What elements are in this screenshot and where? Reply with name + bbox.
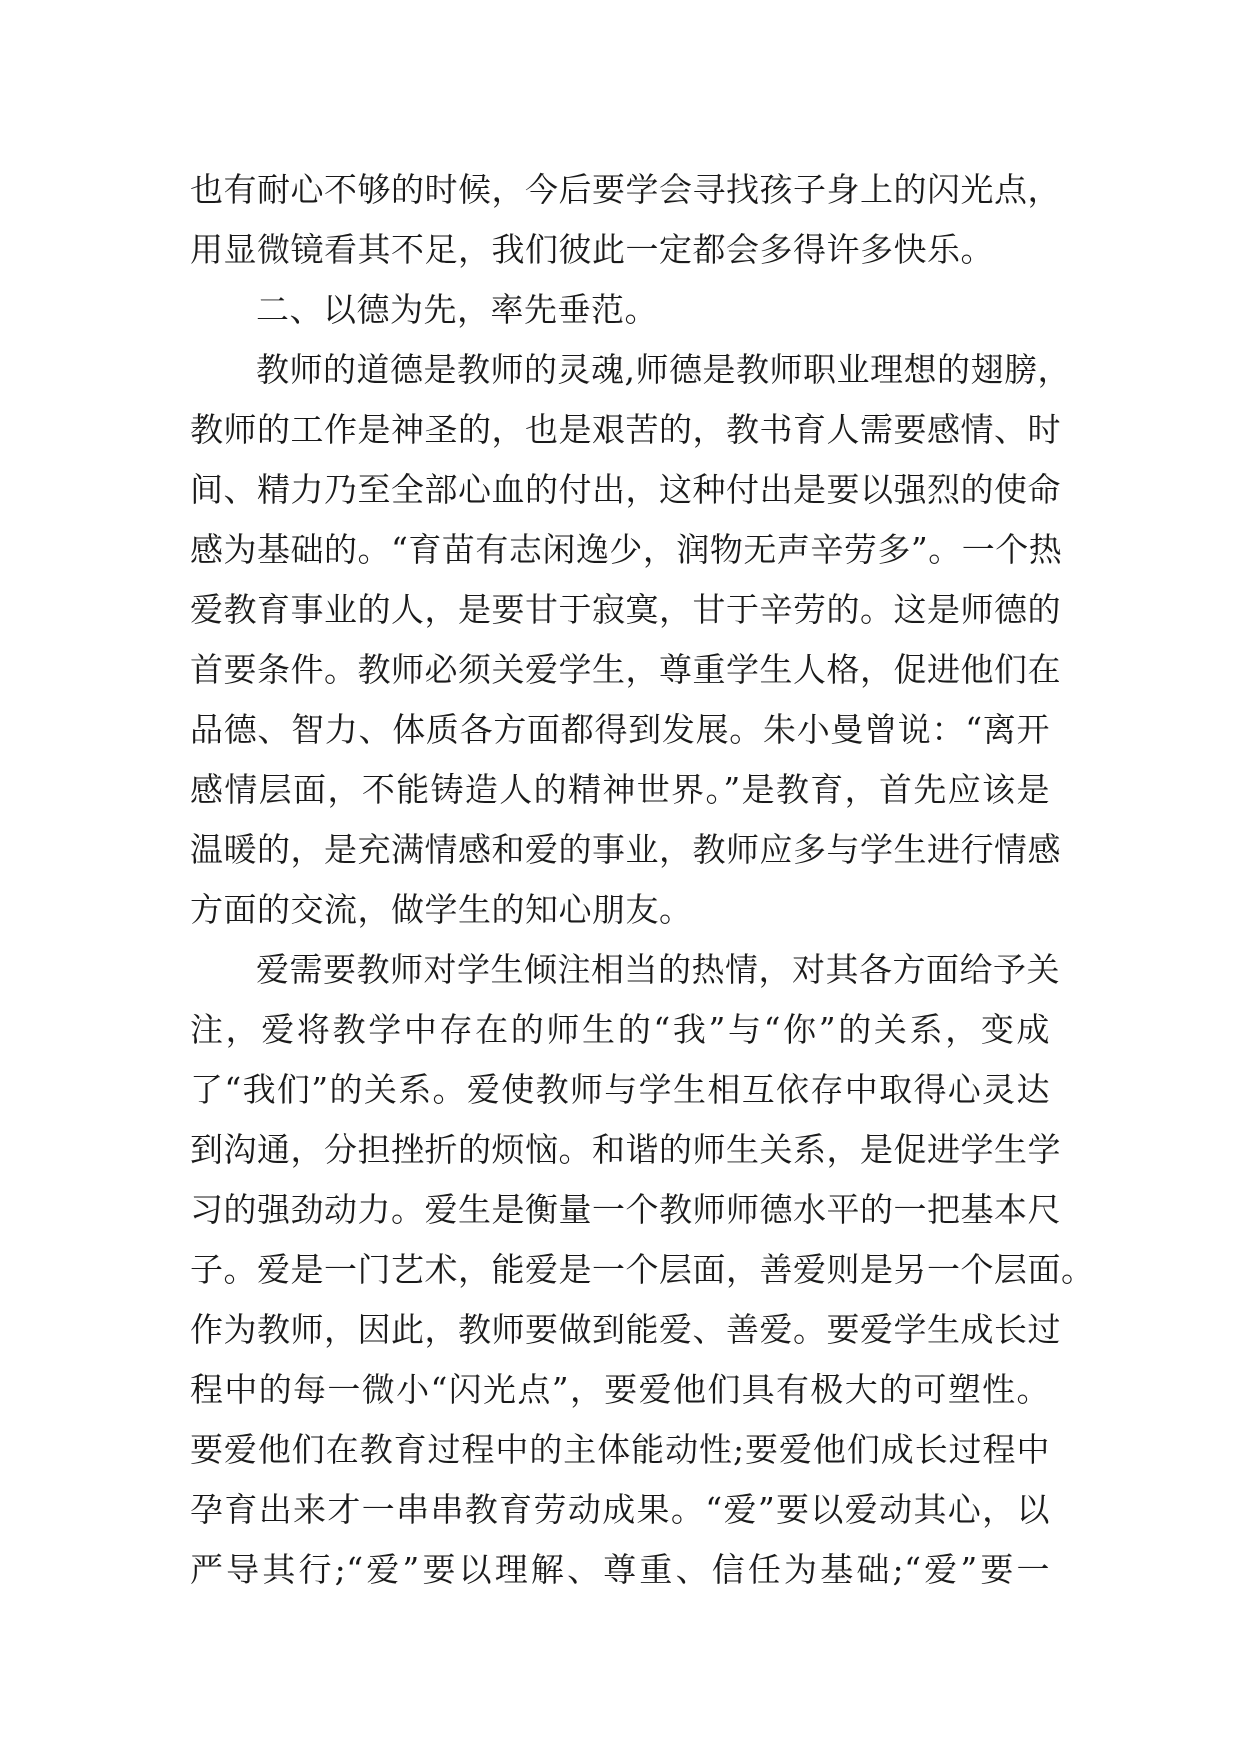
text-line-18: 习的强劲动力。爱生是衡量一个教师师德水平的一把基本尺 — [190, 1190, 1061, 1229]
text-line-16: 了“我们”的关系。爱使教师与学生相互依存中取得心灵达 — [190, 1070, 1050, 1109]
text-line-2: 用显微镜看其不足，我们彼此一定都会多得许多快乐。 — [190, 230, 994, 269]
section-heading: 二、以德为先，率先垂范。 — [256, 290, 658, 329]
text-line-1: 也有耐心不够的时候，今后要学会寻找孩子身上的闪光点， — [190, 170, 1061, 209]
text-line-23: 孕育出来才一串串教育劳动成果。“爱”要以爱动其心，以 — [190, 1490, 1050, 1529]
document-body — [190, 160, 1095, 1600]
text-line-4: 教师的道德是教师的灵魂,师德是教师职业理想的翅膀， — [256, 350, 1071, 389]
text-line-21: 程中的每一微小“闪光点”，要爱他们具有极大的可塑性。 — [190, 1370, 1050, 1409]
text-line-22: 要爱他们在教育过程中的主体能动性;要爱他们成长过程中 — [190, 1430, 1050, 1469]
text-line-13: 方面的交流，做学生的知心朋友。 — [190, 890, 693, 929]
text-line-12: 温暖的，是充满情感和爱的事业，教师应多与学生进行情感 — [190, 830, 1061, 869]
text-line-19: 子。爱是一门艺术，能爱是一个层面，善爱则是另一个层面。 — [190, 1250, 1095, 1289]
text-line-9: 首要条件。教师必须关爱学生，尊重学生人格，促进他们在 — [190, 650, 1061, 689]
text-line-10: 品德、智力、体质各方面都得到发展。朱小曼曾说：“离开 — [190, 710, 1050, 749]
text-line-5: 教师的工作是神圣的，也是艰苦的，教书育人需要感情、时 — [190, 410, 1061, 449]
text-line-6: 间、精力乃至全部心血的付出，这种付出是要以强烈的使命 — [190, 470, 1061, 509]
text-line-15: 注，爱将教学中存在的师生的“我”与“你”的关系，变成 — [190, 1010, 1050, 1049]
text-line-7: 感为基础的。“育苗有志闲逸少，润物无声辛劳多”。一个热 — [190, 530, 1063, 569]
text-line-14: 爱需要教师对学生倾注相当的热情，对其各方面给予关 — [256, 950, 1060, 989]
text-line-17: 到沟通，分担挫折的烦恼。和谐的师生关系，是促进学生学 — [190, 1130, 1061, 1169]
text-line-24: 严导其行;“爱”要以理解、尊重、信任为基础;“爱”要一 — [190, 1550, 1050, 1589]
text-line-8: 爱教育事业的人，是要甘于寂寞，甘于辛劳的。这是师德的 — [190, 590, 1061, 629]
text-line-11: 感情层面，不能铸造人的精神世界。”是教育，首先应该是 — [190, 770, 1050, 809]
text-line-20: 作为教师，因此，教师要做到能爱、善爱。要爱学生成长过 — [190, 1310, 1061, 1349]
